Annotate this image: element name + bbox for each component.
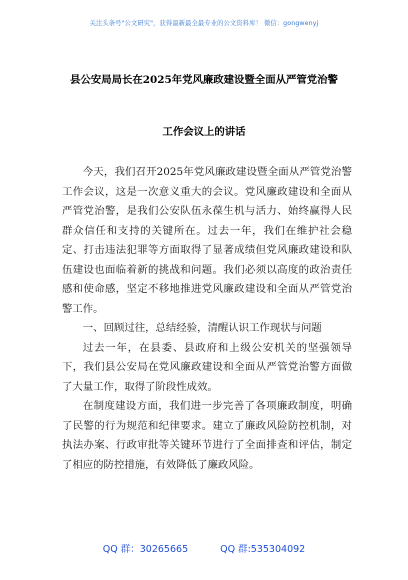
paragraph-intro: 今天，我们召开2025年党风廉政建设暨全面从严管党治警工作会议，这是一次意义重大的会议。党风廉政建设和全面从严管党治警，是我们公安队伍永葆生机与活力、始终赢得人民群众信任和支持的关键所在。过去一年，我们在维护社会稳定、打击违法犯罪等方面取得了显著成绩但党风廉政建设和队伍建设也面临着新的挑战和问题。我们必须以高度的政治责任感和使命感，坚定不移地推进党风廉政建设和全面从严管党治警工作。 [62,166,352,315]
paragraph-system-building: 在制度建设方面，我们进一步完善了各项廉政制度，明确了民警的行为规范和纪律要求。建立了廉政风险防控机制，对执法办案、行政审批等关键环节进行了全面排查和评估，制定了相应的防控措施，有效降低了廉政风险。 [62,400,352,471]
footer-qq-group-1: QQ 群：30265665 [102,544,189,555]
paragraph-review: 过去一年，在县委、县政府和上级公安机关的坚强领导下，我们县公安局在党风廉政建设和全面从严管党治警方面做了大量工作，取得了阶段性成效。 [62,341,352,393]
footer-qq-groups [0,541,408,555]
document-body [62,163,352,475]
header-banner: 关注头条号"公文研究"，获得最新最全最专业的公文资料库！ 微信：gongwenyj [89,20,319,27]
document-title-line1: 县公安局局长在2025年党风廉政建设暨全面从严管党治警 [70,74,338,86]
footer-qq-group-2: QQ 群:535304092 [220,544,306,555]
section-heading-1: 一、回顾过往，总结经验，清醒认识工作现状与问题 [82,322,322,334]
document-title-line2: 工作会议上的讲话 [162,126,246,138]
